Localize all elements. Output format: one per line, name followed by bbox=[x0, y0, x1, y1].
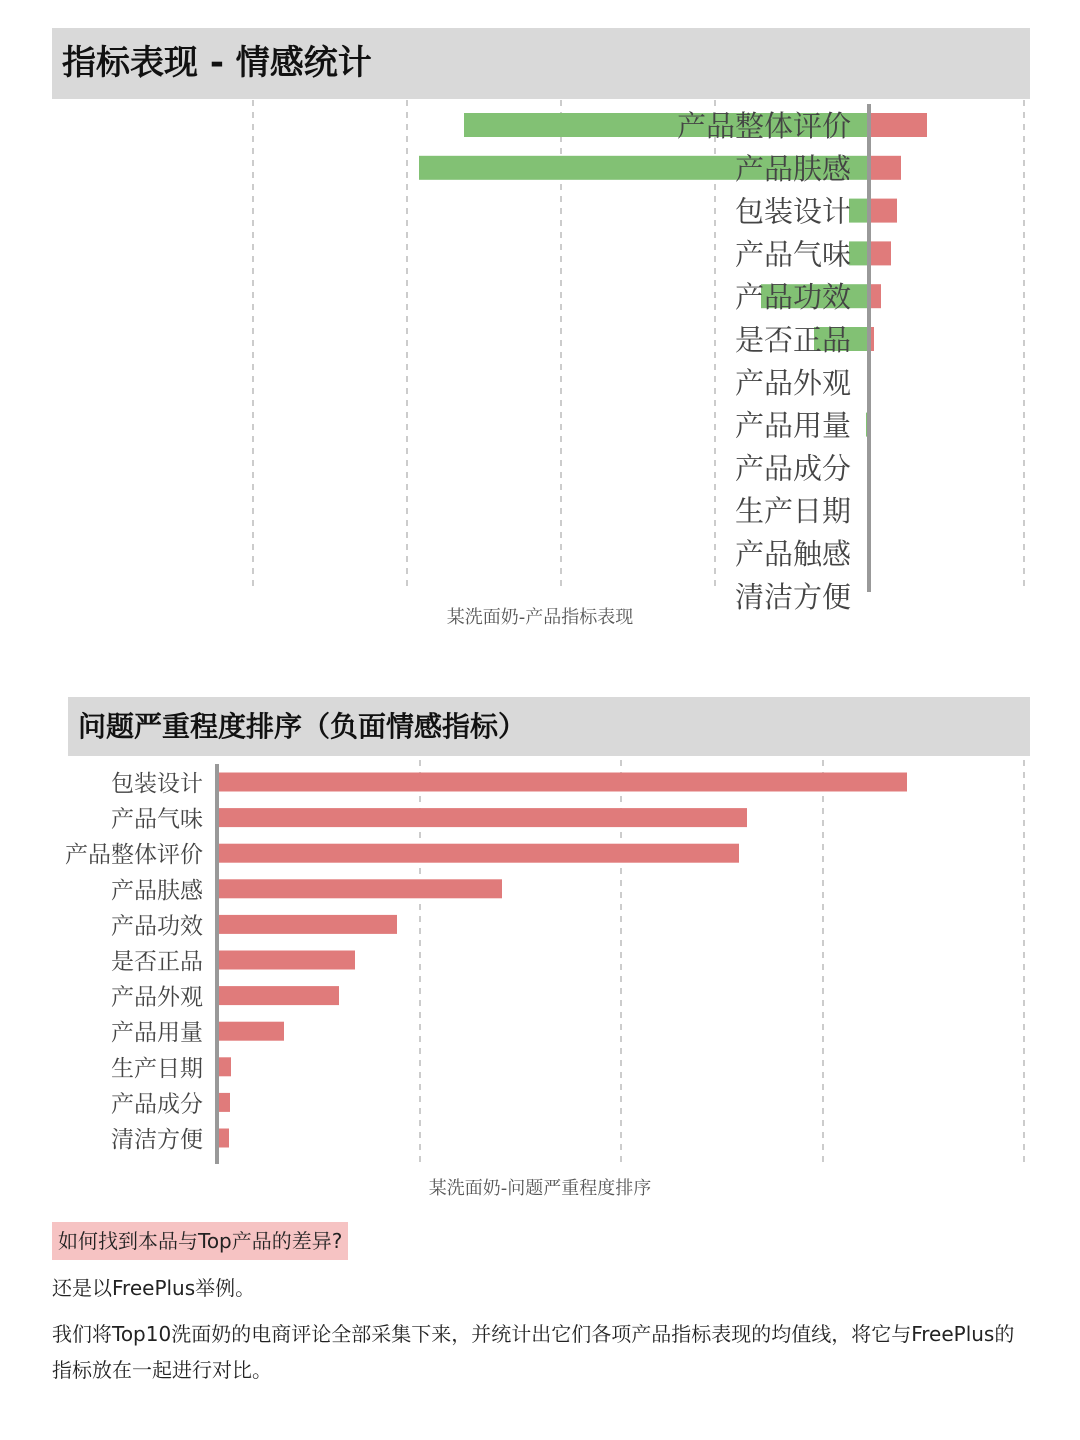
category-label: 产品肤感 bbox=[734, 151, 851, 186]
category-label: 包装设计 bbox=[734, 194, 851, 229]
severity-bar bbox=[219, 1057, 231, 1076]
severity-bar bbox=[219, 844, 739, 863]
negative-bar bbox=[869, 241, 891, 265]
chart2-caption: 某洗面奶-问题严重程度排序 bbox=[428, 1178, 652, 1199]
severity-bar bbox=[219, 773, 907, 792]
severity-bar bbox=[219, 1093, 230, 1112]
chart1-title: 指标表现 - 情感统计 bbox=[62, 43, 372, 83]
sentiment-chart bbox=[0, 100, 1080, 614]
positive-bar bbox=[849, 199, 869, 223]
category-label: 产品用量 bbox=[111, 1020, 203, 1047]
category-label: 产品气味 bbox=[734, 237, 851, 272]
category-label: 产品成分 bbox=[111, 1091, 203, 1118]
chart1-header bbox=[52, 28, 1030, 99]
negative-bar bbox=[869, 113, 927, 137]
severity-bar bbox=[219, 808, 747, 827]
category-label: 产品肤感 bbox=[111, 877, 203, 904]
category-label: 清洁方便 bbox=[734, 579, 851, 614]
paragraph-intro: 还是以FreePlus举例。 bbox=[52, 1276, 256, 1300]
category-label: 产品外观 bbox=[111, 984, 203, 1011]
category-label: 产品外观 bbox=[734, 365, 851, 400]
category-label: 产品成分 bbox=[734, 451, 851, 486]
category-label: 产品气味 bbox=[111, 806, 203, 833]
category-label: 产品功效 bbox=[734, 280, 851, 315]
category-label: 产品功效 bbox=[111, 913, 203, 940]
severity-chart bbox=[0, 760, 1080, 1164]
chart2-title: 问题严重程度排序（负面情感指标） bbox=[78, 710, 527, 743]
negative-bar bbox=[869, 199, 897, 223]
chart1-caption: 某洗面奶-产品指标表现 bbox=[446, 607, 634, 628]
category-label: 生产日期 bbox=[734, 494, 851, 529]
severity-bar bbox=[219, 986, 339, 1005]
category-label: 是否正品 bbox=[111, 949, 203, 975]
negative-bar bbox=[869, 156, 901, 180]
category-label: 清洁方便 bbox=[111, 1127, 203, 1153]
category-label: 产品整体评价 bbox=[676, 109, 851, 143]
category-label: 产品整体评价 bbox=[65, 842, 203, 869]
chart2-header bbox=[68, 697, 1030, 756]
paragraph-body: 我们将Top10洗面奶的电商评论全部采集下来，并统计出它们各项产品指标表现的均值线，将它与FreePlus的指标放在一起进行对比。 bbox=[52, 1322, 1015, 1382]
severity-bar bbox=[219, 1129, 229, 1148]
severity-bar bbox=[219, 1022, 284, 1041]
positive-bar bbox=[849, 241, 869, 265]
severity-bar bbox=[219, 951, 355, 970]
severity-bar bbox=[219, 879, 502, 898]
category-label: 生产日期 bbox=[111, 1055, 203, 1082]
severity-bar bbox=[219, 915, 397, 934]
category-label: 产品触感 bbox=[734, 537, 851, 571]
category-label: 产品用量 bbox=[734, 408, 851, 443]
category-label: 包装设计 bbox=[111, 771, 203, 797]
highlighted-question: 如何找到本品与Top产品的差异? bbox=[52, 1222, 348, 1260]
category-label: 是否正品 bbox=[734, 323, 851, 357]
